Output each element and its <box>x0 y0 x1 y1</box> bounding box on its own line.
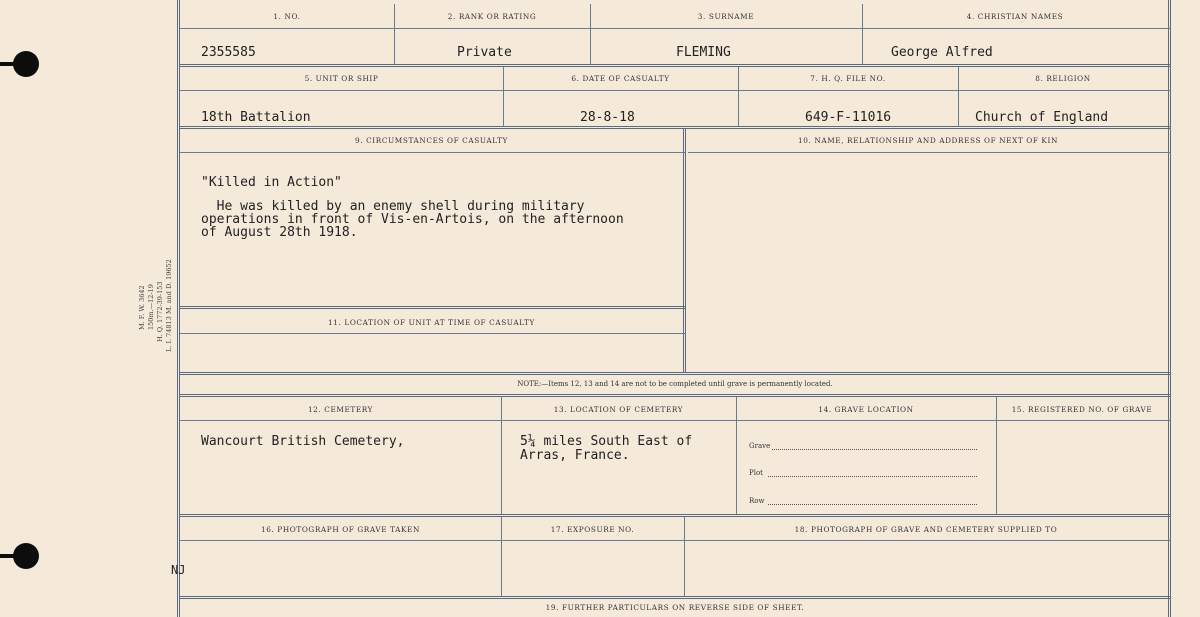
header-religion: 8. RELIGION <box>1035 74 1091 83</box>
grave-label: Grave <box>749 442 771 450</box>
unit-value: 18th Battalion <box>201 110 311 125</box>
header-registered-no: 15. REGISTERED NO. OF GRAVE <box>1011 405 1153 414</box>
circumstances-line-1: "Killed in Action" <box>201 175 342 190</box>
header-christian-names: 4. CHRISTIAN NAMES <box>966 12 1064 21</box>
circumstances-line-3: operations in front of Vis-en-Artois, on the afternoon <box>201 212 624 227</box>
header-unit: 5. UNIT OR SHIP <box>304 74 379 83</box>
location-line-2: Arras, France. <box>520 448 630 463</box>
circumstances-line-4: of August 28th 1918. <box>201 225 358 240</box>
header-cemetery: 12. CEMETERY <box>307 405 374 414</box>
header-date: 6. DATE OF CASUALTY <box>571 74 670 83</box>
header-location-of-unit: 11. LOCATION OF UNIT AT TIME OF CASUALTY <box>328 318 535 327</box>
surname-value: FLEMING <box>676 45 731 60</box>
header-number: 1. NO. <box>273 12 301 21</box>
religion-value: Church of England <box>975 110 1109 125</box>
header-photograph-supplied: 18. PHOTOGRAPH OF GRAVE AND CEMETERY SUPPLIED TO <box>794 525 1058 534</box>
header-surname: 3. SURNAME <box>697 12 755 21</box>
initials: NJ <box>171 563 186 577</box>
casualty-card: M. F. W. 3642 150m.—12-19 H. Q. 1772-39-153 L. I. 74813 M. and D. 19652 1. NO. 2. RANK OR RATING 3. SURNAME 4. CHRISTIAN NAMES 2355585 Private FLEMING George Alfred 5. UNIT OR SHIP 6. DATE OF CASUALTY 7. H. Q. FILE NO. 8. RELIGION 18th Battalion 28-8-18 649-F-11016 Church of England 9. CIRCUMSTANCES OF CASUALTY 10. NAME, RELATIONSHIP AND ADDRESS OF NEXT OF KIN "Killed in Action" He was killed by an enemy shell during military operations in front of Vis-en-Artois, on the afternoon of August 28th 1918. 11. LOCATION OF UNIT AT TIME OF CASUALTY NOTE:—Items 12, 13 and 14 are not to be completed until grave is permanently located. 12. CEMETERY 13. LOCATION OF CEMETERY 14. GRAVE LOCATION 15. REGISTERED NO. OF GRAVE Wancourt British Cemetery, 5¼ miles South East of Arras, France. Grave Plot Row 16. PHOTOGRAPH OF GRAVE TAKEN 17. EXPOSURE NO. 18. PHOTOGRAPH OF GRAVE AND CEMETERY SUPPLIED TO NJ 19. FURTHER PARTICULARS ON REVERSE SIDE OF SHEET. <box>0 0 1200 617</box>
header-location-of-cemetery: 13. LOCATION OF CEMETERY <box>553 405 684 414</box>
header-rank: 2. RANK OR RATING <box>447 12 537 21</box>
header-exposure-no: 17. EXPOSURE NO. <box>550 525 635 534</box>
circumstances-line-2: He was killed by an enemy shell during military <box>201 199 585 214</box>
header-further-particulars: 19. FURTHER PARTICULARS ON REVERSE SIDE OF SHEET. <box>545 603 805 612</box>
location-line-1: 5¼ miles South East of <box>520 434 693 449</box>
punch-hole-bottom <box>13 543 39 569</box>
note-text: NOTE:—Items 12, 13 and 14 are not to be completed until grave is permanently located. <box>517 380 833 388</box>
file-no-value: 649-F-11016 <box>805 110 892 125</box>
date-value: 28-8-18 <box>580 110 635 125</box>
cemetery-value: Wancourt British Cemetery, <box>201 434 405 449</box>
row-label: Row <box>749 497 765 505</box>
header-grave-location: 14. GRAVE LOCATION <box>818 405 914 414</box>
header-next-of-kin: 10. NAME, RELATIONSHIP AND ADDRESS OF NEXT OF KIN <box>798 136 1058 145</box>
plot-label: Plot <box>749 469 763 477</box>
header-file-no: 7. H. Q. FILE NO. <box>810 74 886 83</box>
christian-names-value: George Alfred <box>891 45 993 60</box>
service-number: 2355585 <box>201 45 256 60</box>
punch-hole-top <box>13 51 39 77</box>
header-photograph-taken: 16. PHOTOGRAPH OF GRAVE TAKEN <box>260 525 421 534</box>
header-circumstances: 9. CIRCUMSTANCES OF CASUALTY <box>355 136 508 145</box>
rank-value: Private <box>457 45 512 60</box>
